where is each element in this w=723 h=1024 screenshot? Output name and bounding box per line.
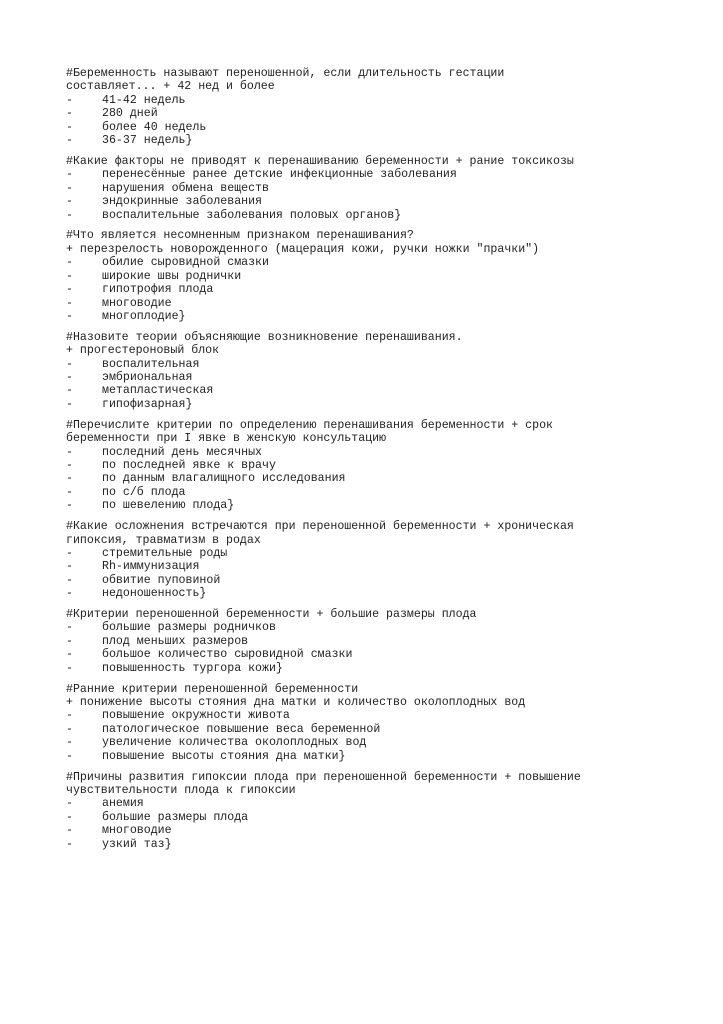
question-text-continuation: составляет... + 42 нед и более	[66, 80, 275, 94]
option-text: 36-37 недель}	[102, 134, 193, 148]
option-dash-marker: -	[66, 797, 73, 811]
answer-option	[66, 811, 666, 824]
question-text-continuation: + понижение высоты стояния дна матки и количество околоплодных вод	[66, 695, 526, 709]
answer-option	[66, 297, 666, 310]
answer-option	[66, 635, 666, 648]
answer-option	[66, 182, 666, 195]
option-dash-marker: -	[66, 722, 73, 736]
answer-option	[66, 486, 666, 499]
option-dash-marker: -	[66, 283, 73, 297]
answer-option	[66, 621, 666, 634]
question-text: #Какие факторы не приводят к перенашиванию беременности + рание токсикозы	[66, 154, 574, 168]
option-text: по последней явке к врачу	[102, 458, 276, 472]
answer-option	[66, 838, 666, 851]
option-dash-marker: -	[66, 208, 73, 222]
question-block	[66, 419, 666, 513]
option-dash-marker: -	[66, 546, 73, 560]
option-dash-marker: -	[66, 445, 73, 459]
option-text: узкий таз}	[102, 837, 172, 851]
question-block	[66, 683, 666, 763]
option-dash-marker: -	[66, 195, 73, 209]
answer-option	[66, 459, 666, 472]
option-dash-marker: -	[66, 134, 73, 148]
answer-option	[66, 446, 666, 459]
answer-option	[66, 270, 666, 283]
option-text: недоношенность}	[102, 587, 207, 601]
answer-option	[66, 398, 666, 411]
option-text: по с/б плода	[102, 485, 186, 499]
answer-option	[66, 824, 666, 837]
option-text: по шевелению плода}	[102, 499, 235, 513]
option-text: многоводие	[102, 824, 172, 838]
question-text-continuation: чувствительности плода к гипоксии	[66, 783, 296, 797]
answer-option	[66, 662, 666, 675]
option-text: обилие сыровидной смазки	[102, 256, 269, 270]
option-text: метапластическая	[102, 384, 214, 398]
option-dash-marker: -	[66, 371, 73, 385]
question-text: #Ранние критерии переношенной беременности	[66, 682, 359, 696]
option-dash-marker: -	[66, 256, 73, 270]
option-dash-marker: -	[66, 93, 73, 107]
option-dash-marker: -	[66, 181, 73, 195]
option-text: стремительные роды	[102, 546, 228, 560]
option-text: 280 дней	[102, 107, 158, 121]
option-dash-marker: -	[66, 810, 73, 824]
option-dash-marker: -	[66, 485, 73, 499]
answer-option	[66, 134, 666, 147]
option-text: широкие швы роднички	[102, 269, 242, 283]
question-block	[66, 331, 666, 411]
question-text: #Какие осложнения встречаются при переношенной беременности + хроническая	[66, 520, 574, 534]
option-dash-marker: -	[66, 458, 73, 472]
answer-option	[66, 547, 666, 560]
option-dash-marker: -	[66, 120, 73, 134]
option-dash-marker: -	[66, 824, 73, 838]
question-text: #Что является несомненным признаком перенашивания?	[66, 229, 414, 243]
option-dash-marker: -	[66, 168, 73, 182]
option-dash-marker: -	[66, 309, 73, 323]
option-dash-marker: -	[66, 499, 73, 513]
question-block	[66, 771, 666, 851]
option-text: большие размеры плода	[102, 810, 249, 824]
option-dash-marker: -	[66, 587, 73, 601]
question-block	[66, 155, 666, 222]
answer-option	[66, 648, 666, 661]
option-text: последний день месячных	[102, 445, 263, 459]
answer-option	[66, 750, 666, 763]
answer-option	[66, 256, 666, 269]
option-text: многоводие	[102, 296, 172, 310]
answer-option	[66, 209, 666, 222]
option-text: эндокринные заболевания	[102, 195, 263, 209]
question-block	[66, 229, 666, 323]
answer-option	[66, 168, 666, 181]
option-text: патологическое повышение веса беременной	[102, 722, 381, 736]
question-text: #Беременность называют переношенной, если длительность гестации	[66, 67, 505, 80]
option-text: Rh-иммунизация	[102, 560, 200, 574]
question-text-continuation: + прогестероновый блок	[66, 344, 220, 358]
option-text: многоплодие}	[102, 309, 186, 323]
option-dash-marker: -	[66, 573, 73, 587]
answer-option	[66, 195, 666, 208]
answer-option	[66, 94, 666, 107]
answer-option	[66, 283, 666, 296]
option-dash-marker: -	[66, 296, 73, 310]
option-dash-marker: -	[66, 709, 73, 723]
question-text-continuation: + перезрелость новорожденного (мацерация кожи, ручки ножки "прачки")	[66, 242, 540, 256]
option-dash-marker: -	[66, 837, 73, 851]
answer-option	[66, 384, 666, 397]
question-text: #Перечислите критерии по определению перенашивания беременности + срок	[66, 418, 554, 432]
option-text: повышение окружности живота	[102, 709, 290, 723]
answer-option	[66, 723, 666, 736]
answer-option	[66, 371, 666, 384]
option-text: перенесённые ранее детские инфекционные заболевания	[102, 168, 457, 182]
answer-option	[66, 587, 666, 600]
option-dash-marker: -	[66, 107, 73, 121]
question-block	[66, 520, 666, 600]
answer-option	[66, 121, 666, 134]
option-dash-marker: -	[66, 397, 73, 411]
answer-option	[66, 310, 666, 323]
answer-option	[66, 472, 666, 485]
option-text: гипотрофия плода	[102, 283, 214, 297]
question-block	[66, 608, 666, 675]
option-text: нарушения обмена веществ	[102, 181, 269, 195]
answer-option	[66, 797, 666, 810]
option-text: 41-42 недель	[102, 93, 186, 107]
option-text: более 40 недель	[102, 120, 207, 134]
question-text: #Назовите теории объясняющие возникновение перенашивания.	[66, 330, 463, 344]
option-dash-marker: -	[66, 634, 73, 648]
option-text: анемия	[102, 797, 144, 811]
answer-option	[66, 560, 666, 573]
option-text: воспалительная	[102, 357, 200, 371]
option-dash-marker: -	[66, 736, 73, 750]
answer-option	[66, 736, 666, 749]
option-dash-marker: -	[66, 472, 73, 486]
option-text: повышение высоты стояния дна матки}	[102, 749, 346, 763]
answer-option	[66, 709, 666, 722]
answer-option	[66, 107, 666, 120]
question-block	[66, 67, 666, 147]
option-dash-marker: -	[66, 621, 73, 635]
option-text: увеличение количества околоплодных вод	[102, 736, 367, 750]
question-text-continuation: гипоксия, травматизм в родах	[66, 533, 261, 547]
option-text: большие размеры родничков	[102, 621, 276, 635]
answer-option	[66, 574, 666, 587]
option-text: плод меньших размеров	[102, 634, 249, 648]
option-dash-marker: -	[66, 560, 73, 574]
option-dash-marker: -	[66, 384, 73, 398]
option-text: эмбриональная	[102, 371, 193, 385]
option-text: большое количество сыровидной смазки	[102, 648, 353, 662]
option-dash-marker: -	[66, 661, 73, 675]
option-dash-marker: -	[66, 357, 73, 371]
option-dash-marker: -	[66, 648, 73, 662]
document-page	[66, 67, 666, 858]
option-text: повышенность тургора кожи}	[102, 661, 283, 675]
question-text: #Причины развития гипоксии плода при переношенной беременности + повышение	[66, 770, 581, 784]
answer-option	[66, 499, 666, 512]
option-text: воспалительные заболевания половых органов}	[102, 208, 402, 222]
option-text: гипофизарная}	[102, 397, 193, 411]
option-text: по данным влагалищного исследования	[102, 472, 346, 486]
question-text: #Критерии переношенной беременности + большие размеры плода	[66, 608, 477, 622]
option-dash-marker: -	[66, 269, 73, 283]
option-text: обвитие пуповиной	[102, 573, 221, 587]
question-text-continuation: беременности при I явке в женскую консультацию	[66, 432, 387, 446]
answer-option	[66, 358, 666, 371]
option-dash-marker: -	[66, 749, 73, 763]
